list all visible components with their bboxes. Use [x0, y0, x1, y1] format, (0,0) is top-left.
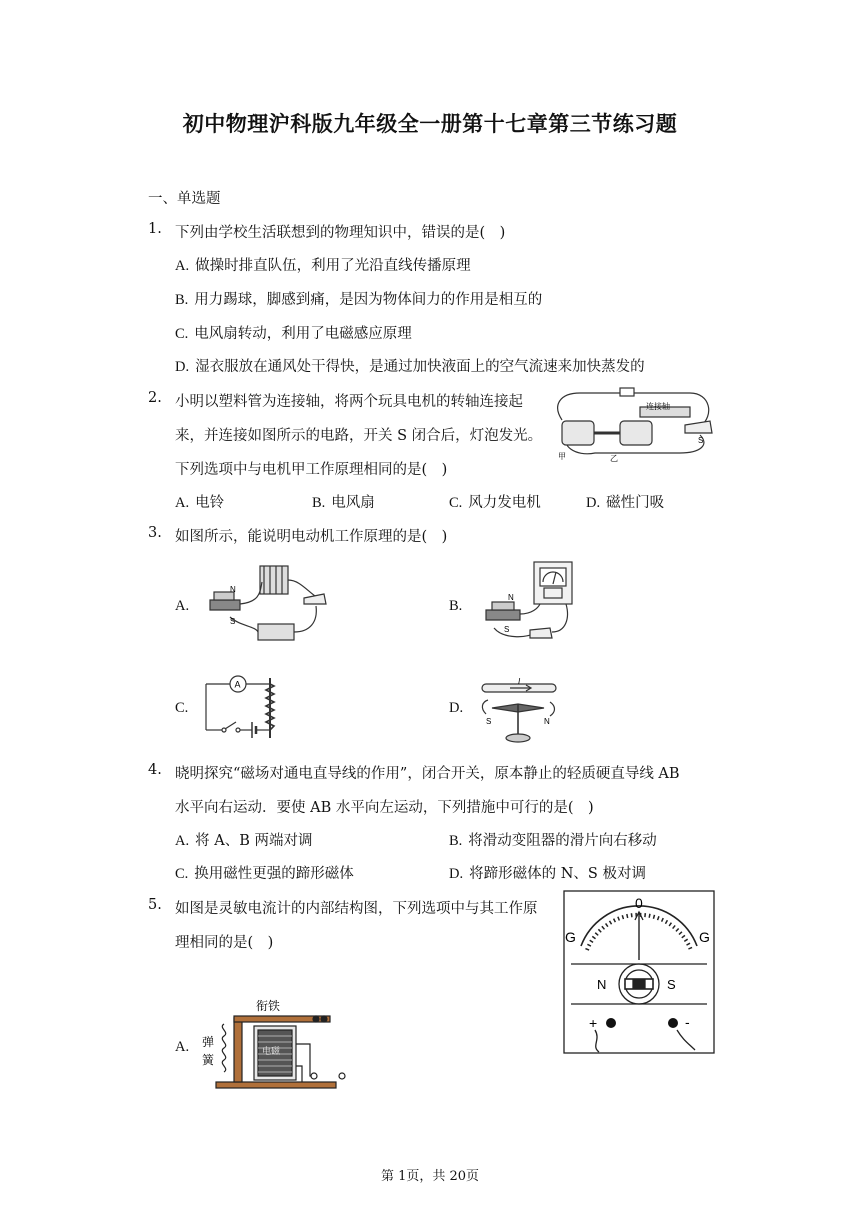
pole-n-label: N [597, 977, 607, 992]
option-text: 湿衣服放在通风处干得快，是通过加快液面上的空气流速来加快蒸发的 [195, 359, 645, 375]
ammeter-label: A [234, 679, 241, 690]
pole-s-label: S [486, 717, 492, 726]
option-letter: A. [175, 258, 190, 274]
q4-stem-line2: 水平向右运动．要使 AB 水平向左运动，下列措施中可行的是( ) [175, 800, 594, 816]
option-text: 电铃 [195, 495, 225, 511]
q3-figure-b [474, 558, 594, 644]
q4-number: 4. [148, 762, 162, 778]
option-text: 将滑动变阻器的滑片向右移动 [468, 833, 657, 849]
option-letter: A. [175, 598, 190, 614]
q2-option-a[interactable] [175, 491, 224, 512]
q3-stem: 如图所示，能说明电动机工作原理的是( ) [175, 529, 448, 545]
q1-stem: 下列由学校生活联想到的物理知识中，错误的是( ) [175, 225, 506, 241]
option-text: 将 A、B 两端对调 [195, 833, 313, 849]
q5-stem-line2: 理相同的是( ) [175, 935, 274, 951]
q2-stem-line2: 来，并连接如图所示的电路，开关 S 闭合后，灯泡发光。 [175, 428, 543, 444]
q2-stem-line3: 下列选项中与电机甲工作原理相同的是( ) [175, 462, 448, 478]
coil-label: 电磁 [262, 1046, 281, 1056]
q4-option-d[interactable] [449, 862, 646, 883]
terminal-minus-label: - [685, 1014, 690, 1030]
current-label: I [518, 677, 521, 686]
scale-g-right-label: G [699, 929, 710, 945]
q3-option-a[interactable] [175, 598, 195, 615]
option-text: 电风扇 [331, 495, 375, 511]
q3-option-d[interactable] [449, 700, 469, 717]
q1-option-b[interactable] [175, 288, 542, 309]
option-letter: B. [449, 833, 463, 849]
terminal-plus-label: + [589, 1015, 598, 1031]
motor-jia-label: 甲 [558, 452, 566, 461]
scale-zero-label: 0 [635, 895, 643, 911]
q1-option-c[interactable] [175, 322, 412, 343]
option-letter: B. [312, 495, 326, 511]
switch-label: S [698, 436, 704, 445]
option-letter: D. [449, 866, 464, 882]
motor-yi-label: 乙 [610, 454, 618, 463]
q4-option-b[interactable] [449, 829, 657, 850]
pole-s-label: S [230, 617, 236, 626]
option-text: 用力踢球，脚感到痛，是因为物体间力的作用是相互的 [194, 292, 543, 308]
pole-n-label: N [544, 717, 550, 726]
q5-option-a-relay-figure [196, 994, 356, 1090]
pole-n-label: N [230, 585, 236, 594]
q1-option-d[interactable] [175, 355, 645, 376]
q2-option-c[interactable] [449, 491, 541, 512]
option-text: 电风扇转动，利用了电磁感应原理 [194, 326, 412, 342]
q1-number: 1. [148, 221, 162, 237]
axle-label: 连接轴 [646, 402, 670, 411]
option-letter: B. [175, 292, 189, 308]
option-letter: C. [449, 495, 463, 511]
pole-s-label: S [504, 625, 510, 634]
q2-number: 2. [148, 390, 162, 406]
q5-galvanometer-figure [563, 890, 715, 1054]
option-letter: C. [175, 866, 189, 882]
section-heading: 一、单选题 [148, 191, 221, 207]
q3-figure-c [200, 672, 300, 744]
q2-option-d[interactable] [586, 491, 664, 512]
q5-number: 5. [148, 897, 162, 913]
q4-option-a[interactable] [175, 829, 312, 850]
option-letter: D. [175, 359, 190, 375]
option-letter: D. [586, 495, 601, 511]
option-letter: C. [175, 700, 189, 716]
option-text: 做操时排直队伍，利用了光沿直线传播原理 [195, 258, 471, 274]
option-letter: A. [175, 1039, 190, 1055]
option-text: 将蹄形磁体的 N、S 极对调 [469, 866, 646, 882]
page-title: 初中物理沪科版九年级全一册第十七章第三节练习题 [182, 112, 678, 136]
q3-option-c[interactable] [175, 700, 194, 717]
scale-g-left-label: G [565, 929, 576, 945]
spring-label-1: 弹 [202, 1035, 215, 1049]
option-text: 换用磁性更强的蹄形磁体 [194, 866, 354, 882]
q5-stem-line1: 如图是灵敏电流计的内部结构图，下列选项中与其工作原 [175, 901, 538, 917]
q2-motor-circuit-figure [550, 385, 720, 465]
option-letter: C. [175, 326, 189, 342]
option-text: 磁性门吸 [606, 495, 665, 511]
option-text: 风力发电机 [468, 495, 541, 511]
page-footer: 第 1页，共 20页 [380, 1169, 480, 1184]
q5-option-a[interactable] [175, 1039, 195, 1056]
q2-stem-line1: 小明以塑料管为连接轴，将两个玩具电机的转轴连接起 [175, 394, 523, 410]
armature-label: 衔铁 [256, 999, 281, 1013]
q4-stem-line1: 晓明探究“磁场对通电直导线的作用”，闭合开关，原本静止的轻质硬直导线 AB [175, 766, 680, 782]
option-letter: B. [449, 598, 463, 614]
option-letter: D. [449, 700, 464, 716]
option-letter: A. [175, 833, 190, 849]
pole-n-label: N [508, 593, 514, 602]
q3-option-b[interactable] [449, 598, 468, 615]
q3-number: 3. [148, 525, 162, 541]
q3-figure-d [474, 674, 564, 746]
pole-s-label: S [667, 977, 676, 992]
q3-figure-a [200, 562, 330, 644]
q1-option-a[interactable] [175, 254, 471, 275]
q4-option-c[interactable] [175, 862, 354, 883]
option-letter: A. [175, 495, 190, 511]
spring-label-2: 簧 [202, 1053, 215, 1067]
q2-option-b[interactable] [312, 491, 375, 512]
